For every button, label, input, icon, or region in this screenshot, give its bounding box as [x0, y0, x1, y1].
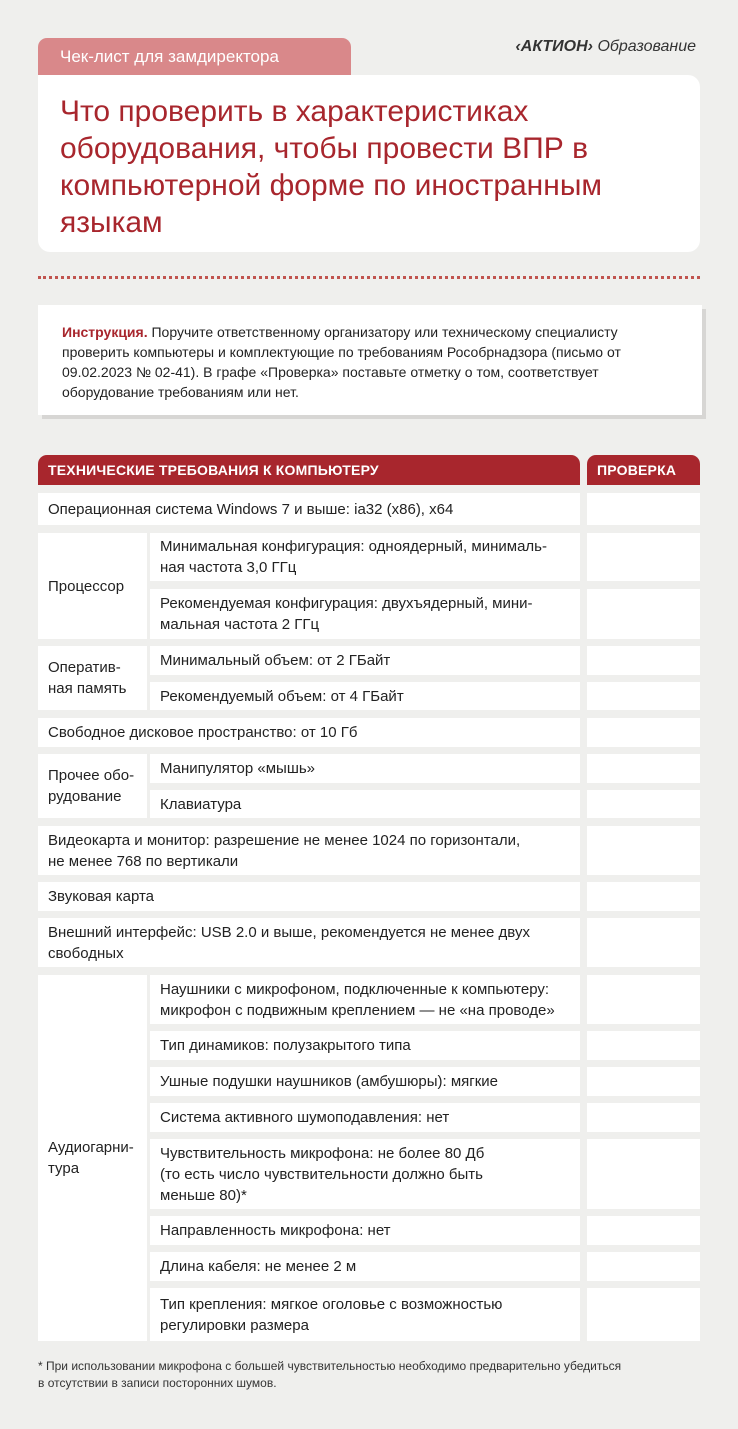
- brand-sub: Образование: [597, 38, 696, 55]
- checklist-tag: Чек-лист для замдиректора: [38, 38, 351, 75]
- column-header-requirements: ТЕХНИЧЕСКИЕ ТРЕБОВАНИЯ К КОМПЬЮТЕРУ: [38, 455, 580, 485]
- brand-logo: [515, 38, 696, 56]
- row-video: Видеокарта и монитор: разрешение не менее 1024 по горизонтали, не менее 768 по вертикали: [38, 826, 580, 875]
- check-cell[interactable]: [587, 1067, 700, 1096]
- check-cell[interactable]: [587, 1216, 700, 1245]
- check-cell[interactable]: [587, 589, 700, 639]
- row-cpu-rec: Рекомендуемая конфигурация: двухъядерный, мини- мальная частота 2 ГГц: [150, 589, 580, 639]
- group-label-other: Прочее обо- рудование: [38, 754, 147, 818]
- check-cell[interactable]: [587, 826, 700, 875]
- row-audio-item: Длина кабеля: не менее 2 м: [150, 1252, 580, 1281]
- check-cell[interactable]: [587, 718, 700, 747]
- check-cell[interactable]: [587, 682, 700, 710]
- row-audio-item: Наушники с микрофоном, подключенные к компьютеру: микрофон с подвижным креплением — не «на проводе»: [150, 975, 580, 1024]
- row-audio-item: Тип динамиков: полузакрытого типа: [150, 1031, 580, 1060]
- row-mouse: Манипулятор «мышь»: [150, 754, 580, 783]
- check-cell[interactable]: [587, 1252, 700, 1281]
- row-usb: Внешний интерфейс: USB 2.0 и выше, рекомендуется не менее двух свободных: [38, 918, 580, 967]
- title-card: [38, 75, 700, 252]
- row-audio-item: Тип крепления: мягкое оголовье с возможностью регулировки размера: [150, 1288, 580, 1341]
- instruction-text: Поручите ответственному организатору или техническому специалисту проверить компьютеры и комплектующие по требованиям Рособрнадзора (письмо от 09.02.2023 № 02-41). В графе «Проверка» поставьте отметку о том, соответствует оборудование требованиям или нет.: [62, 324, 621, 400]
- page-title: Что проверить в характеристиках оборудования, чтобы провести ВПР в компьютерной форме по иностранным языкам: [60, 95, 603, 239]
- instruction-label: Инструкция.: [62, 324, 148, 340]
- row-sound: Звуковая карта: [38, 882, 580, 911]
- check-cell[interactable]: [587, 1103, 700, 1132]
- dotted-divider: [38, 276, 700, 279]
- check-cell[interactable]: [587, 975, 700, 1024]
- row-ram-min: Минимальный объем: от 2 ГБайт: [150, 646, 580, 675]
- footnote: * При использовании микрофона с большей чувствительностью необходимо предварительно убедиться в отсутствии в записи посторонних шумов.: [38, 1359, 622, 1390]
- check-cell[interactable]: [587, 1139, 700, 1209]
- column-header-check: ПРОВЕРКА: [587, 455, 700, 485]
- group-label-audio: Аудиогарни- тура: [38, 975, 147, 1341]
- brand-main: ‹АКТИОН›: [515, 38, 593, 55]
- check-cell[interactable]: [587, 754, 700, 783]
- row-audio-item: Направленность микрофона: нет: [150, 1216, 580, 1245]
- row-audio-item: Ушные подушки наушников (амбушюры): мягкие: [150, 1067, 580, 1096]
- row-os: Операционная система Windows 7 и выше: ia32 (x86), x64: [38, 493, 580, 525]
- row-ram-rec: Рекомендуемый объем: от 4 ГБайт: [150, 682, 580, 710]
- group-label-cpu: Процессор: [38, 533, 147, 639]
- row-disk: Свободное дисковое пространство: от 10 Гб: [38, 718, 580, 747]
- check-cell[interactable]: [587, 790, 700, 818]
- check-cell[interactable]: [587, 1031, 700, 1060]
- row-audio-item: Система активного шумоподавления: нет: [150, 1103, 580, 1132]
- group-label-ram: Оператив- ная память: [38, 646, 147, 710]
- check-cell[interactable]: [587, 918, 700, 967]
- row-cpu-min: Минимальная конфигурация: одноядерный, минималь- ная частота 3,0 ГГц: [150, 533, 580, 581]
- row-keyboard: Клавиатура: [150, 790, 580, 818]
- check-cell[interactable]: [587, 533, 700, 581]
- check-cell[interactable]: [587, 493, 700, 525]
- check-cell[interactable]: [587, 646, 700, 675]
- row-audio-item: Чувствительность микрофона: не более 80 Дб (то есть число чувствительности должно быть меньше 80)*: [150, 1139, 580, 1209]
- instruction-card: [38, 305, 702, 415]
- check-cell[interactable]: [587, 1288, 700, 1341]
- check-cell[interactable]: [587, 882, 700, 911]
